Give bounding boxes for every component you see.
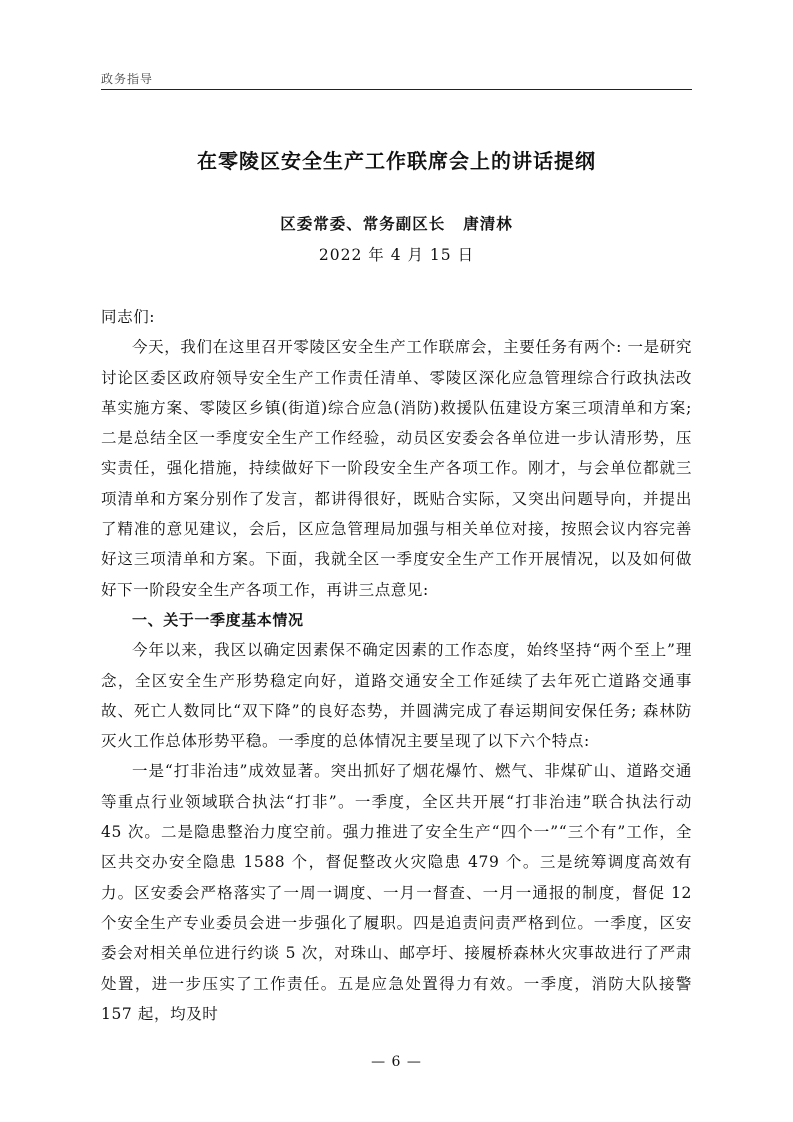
paragraph-overview: 今年以来，我区以确定因素保不确定因素的工作态度，始终坚持“两个至上”理念，全区安全生产形势稳定向好，道路交通安全工作延续了去年死亡道路交通事故、死亡人数同比“双下降”的良好态势，并圆满完成了春运期间安保任务; 森林防灭火工作总体形势平稳。一季度的总体情况主要呈现了以下六个特点: bbox=[101, 641, 692, 751]
author-role: 区委常委、常务副区长 bbox=[280, 214, 446, 233]
salutation: 同志们: bbox=[101, 308, 156, 326]
page-number: — 6 — bbox=[371, 1054, 422, 1070]
speech-date: 2022 年 4 月 15 日 bbox=[318, 246, 475, 264]
author-name: 唐清林 bbox=[463, 214, 513, 233]
paragraph-intro: 今天，我们在这里召开零陵区安全生产工作联席会，主要任务有两个: 一是研究讨论区委区政府领导安全生产工作责任清单、零陵区深化应急管理综合行政执法改革实施方案、零陵区乡镇(街道)综合应急(消防)救援队伍建设方案三项清单和方案; 二是总结全区一季度安全生产工作经验，动员区安委会各单位进一步认清形势，压实责任，强化措施，持续做好下一阶段安全生产各项工作。刚才，与会单位都就三项清单和方案分别作了发言，都讲得很好，既贴合实际，又突出问题导向，并提出了精准的意见建议，会后，区应急管理局加强与相关单位对接，按照会议内容完善好这三项清单和方案。下面，我就全区一季度安全生产工作开展情况，以及如何做好下一阶段安全生产各项工作，再讲三点意见: bbox=[101, 338, 692, 599]
author-byline bbox=[101, 212, 692, 234]
section-heading: 一、关于一季度基本情况 bbox=[132, 610, 304, 629]
header-rule bbox=[101, 89, 692, 90]
document-body bbox=[101, 302, 692, 1029]
running-header: 政务指导 bbox=[101, 72, 154, 86]
paragraph-features: 一是“打非治违”成效显著。突出抓好了烟花爆竹、燃气、非煤矿山、道路交通等重点行业领域联合执法“打非”。一季度，全区共开展“打非治违”联合执法行动 45 次。二是隐患整治力度空前。强力推进了安全生产“四个一”“三个有”工作，全区共交办安全隐患 1588 个，督促整改火灾隐患 479 个。三是统筹调度高效有力。区安委会严格落实了一周一调度、一月一督查、一月一通报的制度，督促 12 个安全生产专业委员会进一步强化了履职。四是追责问责严格到位。一季度，区安委会对相关单位进行约谈 5 次，对珠山、邮亭圩、接履桥森林火灾事故进行了严肃处置，进一步压实了工作责任。五是应急处置得力有效。一季度，消防大队接警 157 起，均及时 bbox=[101, 762, 692, 1023]
document-title: 在零陵区安全生产工作联席会上的讲话提纲 bbox=[197, 149, 596, 173]
